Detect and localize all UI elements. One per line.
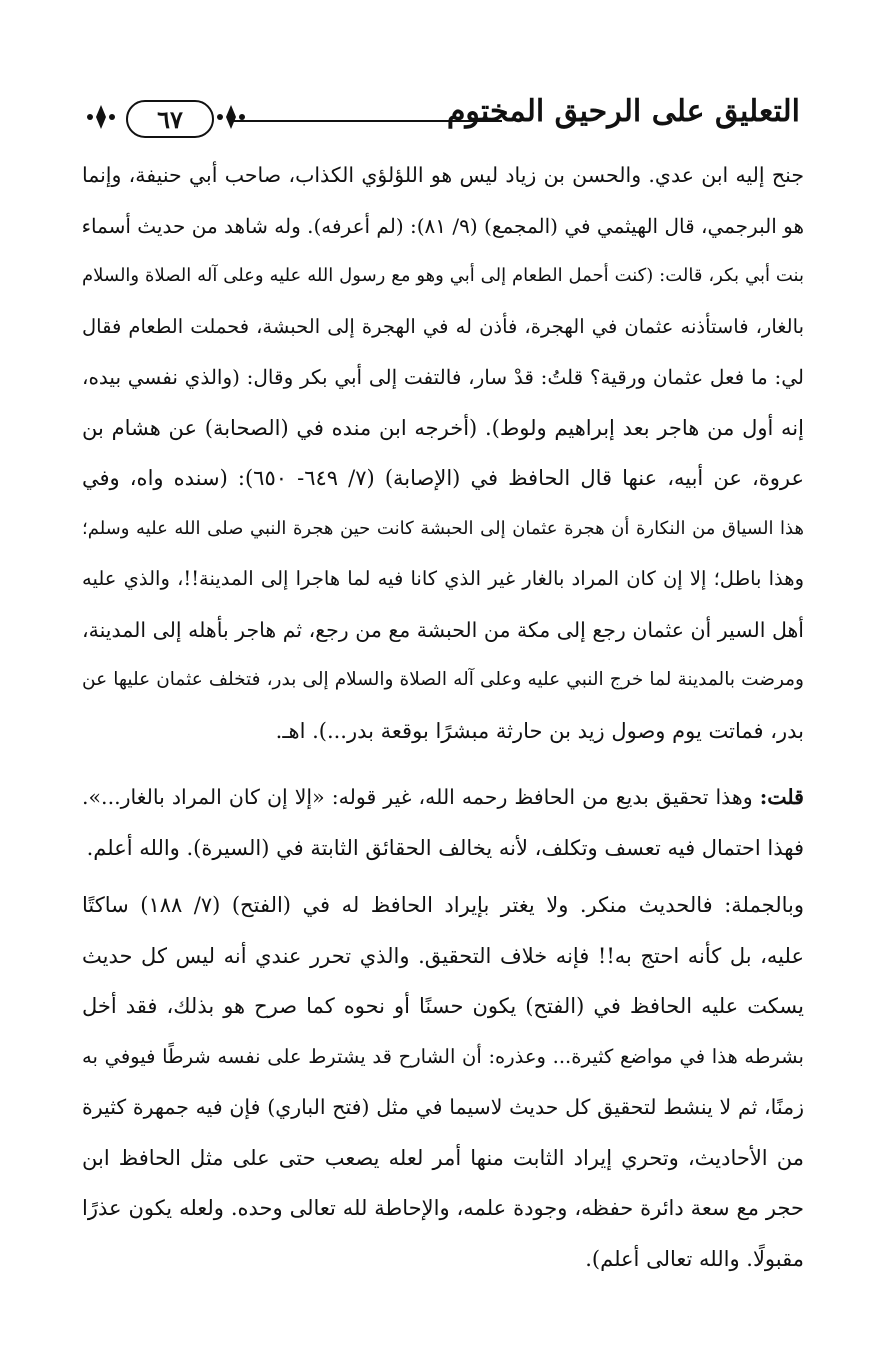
text-line: بدر، فماتت يوم وصول زيد بن حارثة مبشرًا بوقعة بدر...). اهـ. xyxy=(275,718,804,743)
text-line: ومرضت بالمدينة لما خرج النبي عليه وعلى آله الصلاة والسلام إلى بدر، فتخلف عثمان عليها عن xyxy=(82,669,804,690)
text-line: مقبولًا. والله تعالى أعلم). xyxy=(585,1246,804,1271)
text-line: يسكت عليه الحافظ في (الفتح) يكون حسنًا أو نحوه كما صرح هو بذلك، فقد أخل xyxy=(82,994,804,1018)
page-number: ٦٧ xyxy=(126,100,214,138)
text-line: حجر مع سعة دائرة حفظه، وجودة علمه، والإحاطة لله تعالى وحده. ولعله يكون عذرًا xyxy=(82,1196,804,1220)
text-line: جنح إليه ابن عدي. والحسن بن زياد ليس هو اللؤلؤي الكذاب، صاحب أبي حنيفة، وإنما xyxy=(82,163,804,187)
paragraph-comment xyxy=(82,772,804,873)
text-line: فهذا احتمال فيه تعسف وتكلف، لأنه يخالف الحقائق الثابتة في (السيرة). والله أعلم. xyxy=(86,835,804,860)
text-line: عليه، بل كأنه احتج به!! فإنه خلاف التحقيق. والذي تحرر عندي أنه ليس كل حديث xyxy=(82,943,804,968)
header-rule xyxy=(230,120,502,122)
text-line: وهذا باطل؛ إلا إن كان المراد بالغار غير الذي كانا فيه لما هاجرا إلى المدينة!!، والذي عليه xyxy=(82,567,804,590)
text-line: بنت أبي بكر، قالت: (كنت أحمل الطعام إلى أبي وهو مع رسول الله عليه وعلى آله الصلاة والسلام xyxy=(82,265,804,286)
text-line: زمنًا، ثم لا ينشط لتحقيق كل حديث لاسيما في مثل (فتح الباري) فإن فيه جمهرة كثيرة xyxy=(82,1095,804,1119)
text-line: لي: ما فعل عثمان ورقية؟ قلتُ: قدْ سار، فالتفت إلى أبي بكر وقال: (والذي نفسي بيده، xyxy=(82,365,804,389)
text-line: بالغار، فاستأذنه عثمان في الهجرة، فأذن له في الهجرة إلى الحبشة، فحملت الطعام فقال xyxy=(82,314,804,338)
text-line: عروة، عن أبيه، عنها قال الحافظ في (الإصابة) (٧/ ٦٤٩- ٦٥٠): (سنده واه، وفي xyxy=(82,466,804,490)
text-line xyxy=(82,772,804,823)
ornament-icon xyxy=(86,102,116,132)
comment-lead: قلت: xyxy=(759,785,804,809)
text-line: هذا السياق من النكارة أن هجرة عثمان إلى الحبشة كانت حين هجرة النبي صلى الله عليه وسلم؛ xyxy=(82,517,804,539)
text-line: من الأحاديث، وتحري إيراد الثابت منها أمر لعله يصعب حتى على مثل الحافظ ابن xyxy=(82,1145,804,1170)
text-line: وبالجملة: فالحديث منكر. ولا يغتر بإيراد الحافظ له في (الفتح) (٧/ ١٨٨) ساكتًا xyxy=(82,893,804,917)
comment-text: وهذا تحقيق بديع من الحافظ رحمه الله، غير قوله: «إلا إن كان المراد بالغار...». xyxy=(82,785,760,809)
page-header xyxy=(78,92,800,144)
text-line: أهل السير أن عثمان رجع إلى مكة من الحبشة مع من رجع، ثم هاجر بأهله إلى المدينة، xyxy=(82,617,804,642)
paragraph-conclusion xyxy=(82,880,804,1284)
ornament-icon xyxy=(216,102,246,132)
paragraph-footnote xyxy=(82,150,804,756)
text-line: هو البرجمي، قال الهيثمي في (المجمع) (٩/ ٨١): (لم أعرفه). وله شاهد من حديث أسماء xyxy=(82,213,804,238)
text-line: بشرطه هذا في مواضع كثيرة... وعذره: أن الشارح قد يشترط على نفسه شرطًا فيوفي به xyxy=(82,1044,804,1068)
text-line: إنه أول من هاجر بعد إبراهيم ولوط). (أخرجه ابن منده في (الصحابة) عن هشام بن xyxy=(82,415,804,440)
running-title: التعليق على الرحيق المختوم xyxy=(446,94,800,129)
